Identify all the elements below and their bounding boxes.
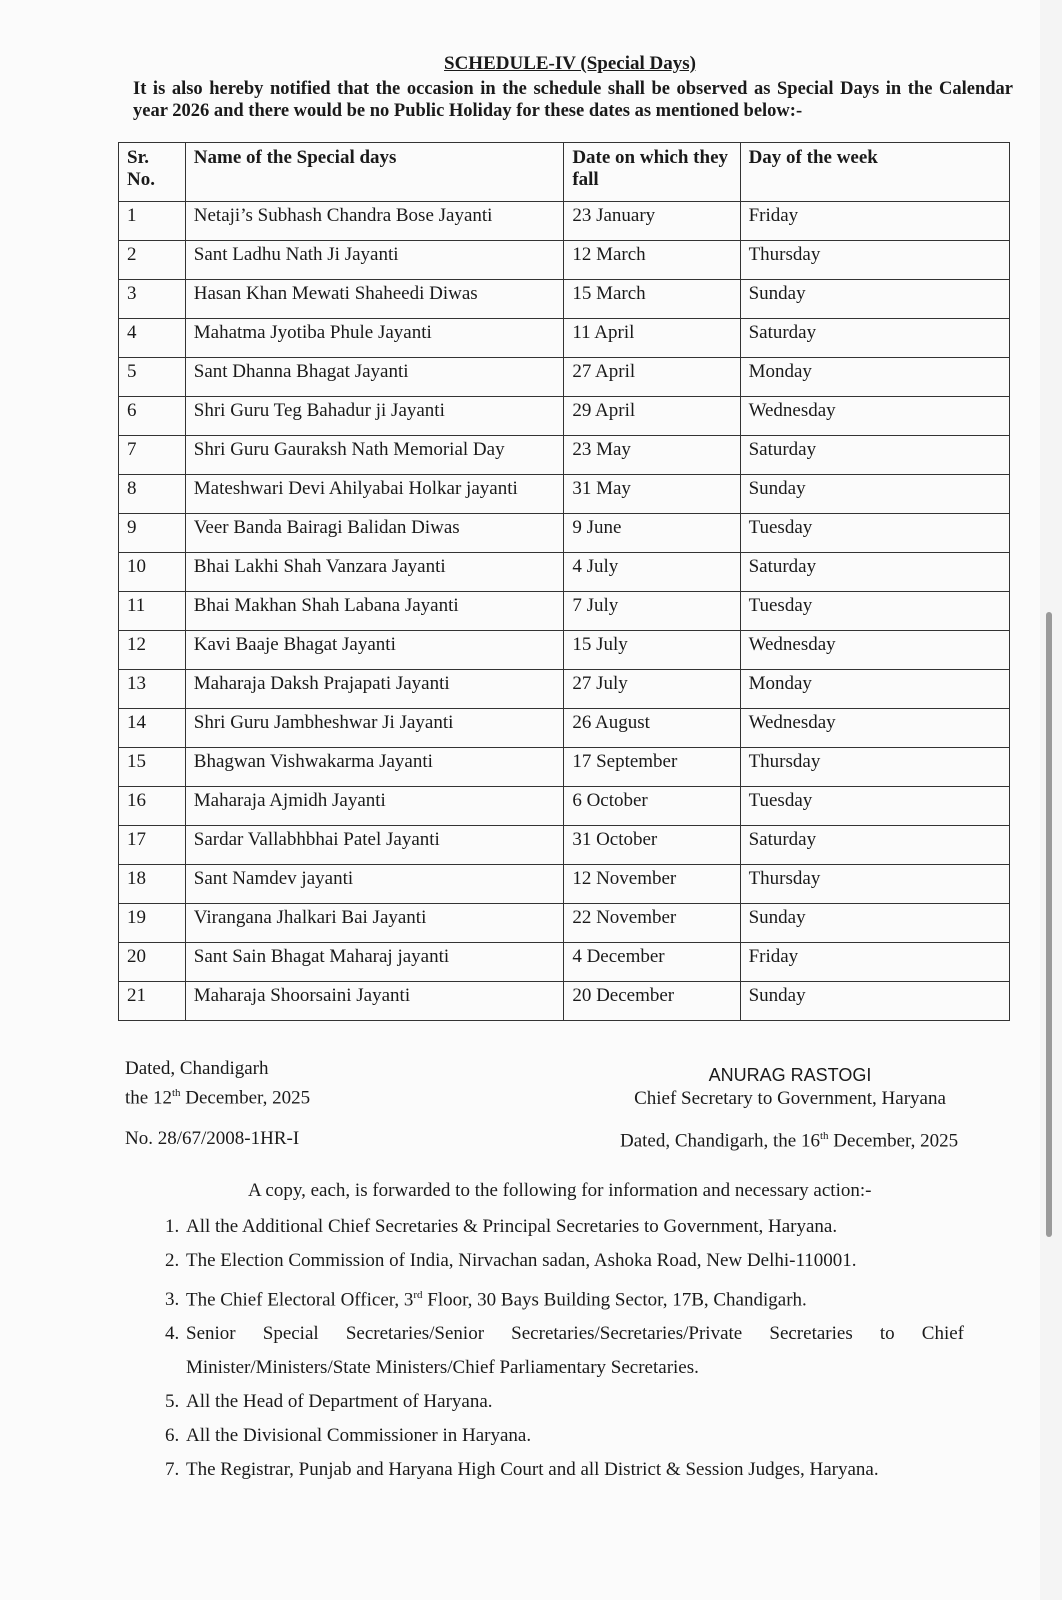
table-row [119, 436, 1010, 475]
table-row [119, 787, 1010, 826]
cell-special-day: Shri Guru Gauraksh Nath Memorial Day [185, 436, 564, 475]
cell-sr-no: 13 [119, 670, 186, 709]
cell-sr-no: 5 [119, 358, 186, 397]
cell-date: 29 April [564, 397, 740, 436]
list-item: 7. The Registrar, Punjab and Haryana High Court and all District & Session Judges, Haryana. [184, 1453, 964, 1487]
table-row [119, 358, 1010, 397]
cell-sr-no: 14 [119, 709, 186, 748]
table-row [119, 553, 1010, 592]
cell-special-day: Shri Guru Jambheshwar Ji Jayanti [185, 709, 564, 748]
cell-day: Saturday [740, 826, 1009, 865]
cell-day: Tuesday [740, 514, 1009, 553]
cell-sr-no: 8 [119, 475, 186, 514]
dated-place: Dated, Chandigarh [125, 1058, 269, 1079]
cell-special-day: Mahatma Jyotiba Phule Jayanti [185, 319, 564, 358]
cell-date: 27 April [564, 358, 740, 397]
list-item: 2. The Election Commission of India, Nirvachan sadan, Ashoka Road, New Delhi-110001. [184, 1244, 964, 1278]
dated-block [125, 1057, 310, 1110]
cell-date: 20 December [564, 982, 740, 1021]
cell-day: Sunday [740, 904, 1009, 943]
cell-sr-no: 2 [119, 241, 186, 280]
cell-date: 31 October [564, 826, 740, 865]
cell-day: Monday [740, 670, 1009, 709]
cell-date: 31 May [564, 475, 740, 514]
cell-sr-no: 15 [119, 748, 186, 787]
cell-day: Sunday [740, 982, 1009, 1021]
cell-sr-no: 1 [119, 202, 186, 241]
recipient-list [150, 1210, 964, 1487]
cell-date: 23 May [564, 436, 740, 475]
cell-date: 12 March [564, 241, 740, 280]
cell-day: Friday [740, 202, 1009, 241]
cell-special-day: Hasan Khan Mewati Shaheedi Diwas [185, 280, 564, 319]
cell-date: 27 July [564, 670, 740, 709]
list-item: 3. The Chief Electoral Officer, 3rd Floor, 30 Bays Building Sector, 17B, Chandigarh. [184, 1278, 964, 1317]
cell-day: Friday [740, 943, 1009, 982]
cell-special-day: Maharaja Daksh Prajapati Jayanti [185, 670, 564, 709]
cell-date: 22 November [564, 904, 740, 943]
copy-intro: A copy, each, is forwarded to the following for information and necessary action:- [248, 1180, 872, 1201]
cell-special-day: Maharaja Shoorsaini Jayanti [185, 982, 564, 1021]
cell-date: 15 July [564, 631, 740, 670]
list-item: 4. Senior Special Secretaries/Senior Secretaries/Secretaries/Private Secretaries to Chief Minister/Ministers/State Ministers/Chief Parliamentary Secretaries. [184, 1317, 964, 1385]
cell-date: 12 November [564, 865, 740, 904]
table-row [119, 709, 1010, 748]
cell-special-day: Bhai Makhan Shah Labana Jayanti [185, 592, 564, 631]
cell-day: Sunday [740, 280, 1009, 319]
cell-special-day: Bhai Lakhi Shah Vanzara Jayanti [185, 553, 564, 592]
table-row [119, 514, 1010, 553]
cell-sr-no: 6 [119, 397, 186, 436]
scrollbar[interactable] [1046, 612, 1052, 1237]
table-row [119, 202, 1010, 241]
cell-date: 9 June [564, 514, 740, 553]
cell-special-day: Veer Banda Bairagi Balidan Diwas [185, 514, 564, 553]
cell-sr-no: 11 [119, 592, 186, 631]
cell-date: 4 July [564, 553, 740, 592]
cell-sr-no: 18 [119, 865, 186, 904]
cell-special-day: Kavi Baaje Bhagat Jayanti [185, 631, 564, 670]
cell-special-day: Sardar Vallabhbhai Patel Jayanti [185, 826, 564, 865]
cell-day: Sunday [740, 475, 1009, 514]
cell-sr-no: 10 [119, 553, 186, 592]
cell-sr-no: 20 [119, 943, 186, 982]
cell-sr-no: 4 [119, 319, 186, 358]
table-row [119, 748, 1010, 787]
memo-number: No. 28/67/2008-1HR-I [125, 1128, 300, 1149]
cell-special-day: Mateshwari Devi Ahilyabai Holkar jayanti [185, 475, 564, 514]
list-item: 5. All the Head of Department of Haryana. [184, 1385, 964, 1419]
cell-date: 6 October [564, 787, 740, 826]
signature-block [620, 1063, 960, 1111]
cell-sr-no: 17 [119, 826, 186, 865]
cell-date: 26 August [564, 709, 740, 748]
table-row [119, 280, 1010, 319]
cell-date: 7 July [564, 592, 740, 631]
cell-date: 17 September [564, 748, 740, 787]
table-row [119, 826, 1010, 865]
cell-special-day: Bhagwan Vishwakarma Jayanti [185, 748, 564, 787]
header-name: Name of the Special days [185, 143, 564, 202]
cell-special-day: Sant Ladhu Nath Ji Jayanti [185, 241, 564, 280]
table-header-row [119, 143, 1010, 202]
cell-special-day: Sant Sain Bhagat Maharaj jayanti [185, 943, 564, 982]
cell-sr-no: 21 [119, 982, 186, 1021]
cell-day: Wednesday [740, 631, 1009, 670]
cell-sr-no: 19 [119, 904, 186, 943]
cell-day: Tuesday [740, 787, 1009, 826]
table-row [119, 631, 1010, 670]
cell-special-day: Netaji’s Subhash Chandra Bose Jayanti [185, 202, 564, 241]
header-sr-no: Sr. No. [119, 143, 186, 202]
intro-paragraph: It is also hereby notified that the occasion in the schedule shall be observed as Special Days in the Calendar year 2026 and there would be no Public Holiday for these dates as mentioned below:- [133, 79, 1013, 121]
table-row [119, 982, 1010, 1021]
cell-day: Saturday [740, 436, 1009, 475]
schedule-title: SCHEDULE-IV (Special Days) [444, 53, 696, 74]
cell-date: 11 April [564, 319, 740, 358]
table-row [119, 397, 1010, 436]
cell-special-day: Sant Namdev jayanti [185, 865, 564, 904]
cell-special-day: Sant Dhanna Bhagat Jayanti [185, 358, 564, 397]
table-row [119, 475, 1010, 514]
table-row [119, 865, 1010, 904]
cell-day: Thursday [740, 748, 1009, 787]
cell-special-day: Shri Guru Teg Bahadur ji Jayanti [185, 397, 564, 436]
table-row [119, 943, 1010, 982]
dated-date: the 12th December, 2025 [125, 1087, 311, 1109]
dated-forward: Dated, Chandigarh, the 16th December, 2025 [620, 1130, 959, 1152]
list-item: 1. All the Additional Chief Secretaries & Principal Secretaries to Government, Haryana. [184, 1210, 964, 1244]
header-date: Date on which they fall [564, 143, 740, 202]
cell-sr-no: 3 [119, 280, 186, 319]
cell-day: Tuesday [740, 592, 1009, 631]
cell-day: Saturday [740, 319, 1009, 358]
table-row [119, 592, 1010, 631]
cell-day: Wednesday [740, 709, 1009, 748]
cell-day: Saturday [740, 553, 1009, 592]
cell-day: Thursday [740, 241, 1009, 280]
header-day: Day of the week [740, 143, 1009, 202]
cell-special-day: Maharaja Ajmidh Jayanti [185, 787, 564, 826]
special-days-table [118, 142, 1010, 1021]
cell-day: Wednesday [740, 397, 1009, 436]
signer-name: ANURAG RASTOGI [708, 1065, 872, 1085]
cell-date: 23 January [564, 202, 740, 241]
table-row [119, 670, 1010, 709]
cell-sr-no: 9 [119, 514, 186, 553]
cell-sr-no: 12 [119, 631, 186, 670]
cell-day: Thursday [740, 865, 1009, 904]
cell-sr-no: 7 [119, 436, 186, 475]
cell-date: 4 December [564, 943, 740, 982]
table-row [119, 241, 1010, 280]
cell-date: 15 March [564, 280, 740, 319]
table-row [119, 904, 1010, 943]
list-item: 6. All the Divisional Commissioner in Haryana. [184, 1419, 964, 1453]
cell-sr-no: 16 [119, 787, 186, 826]
table-row [119, 319, 1010, 358]
cell-special-day: Virangana Jhalkari Bai Jayanti [185, 904, 564, 943]
cell-day: Monday [740, 358, 1009, 397]
signer-title: Chief Secretary to Government, Haryana [634, 1088, 946, 1109]
